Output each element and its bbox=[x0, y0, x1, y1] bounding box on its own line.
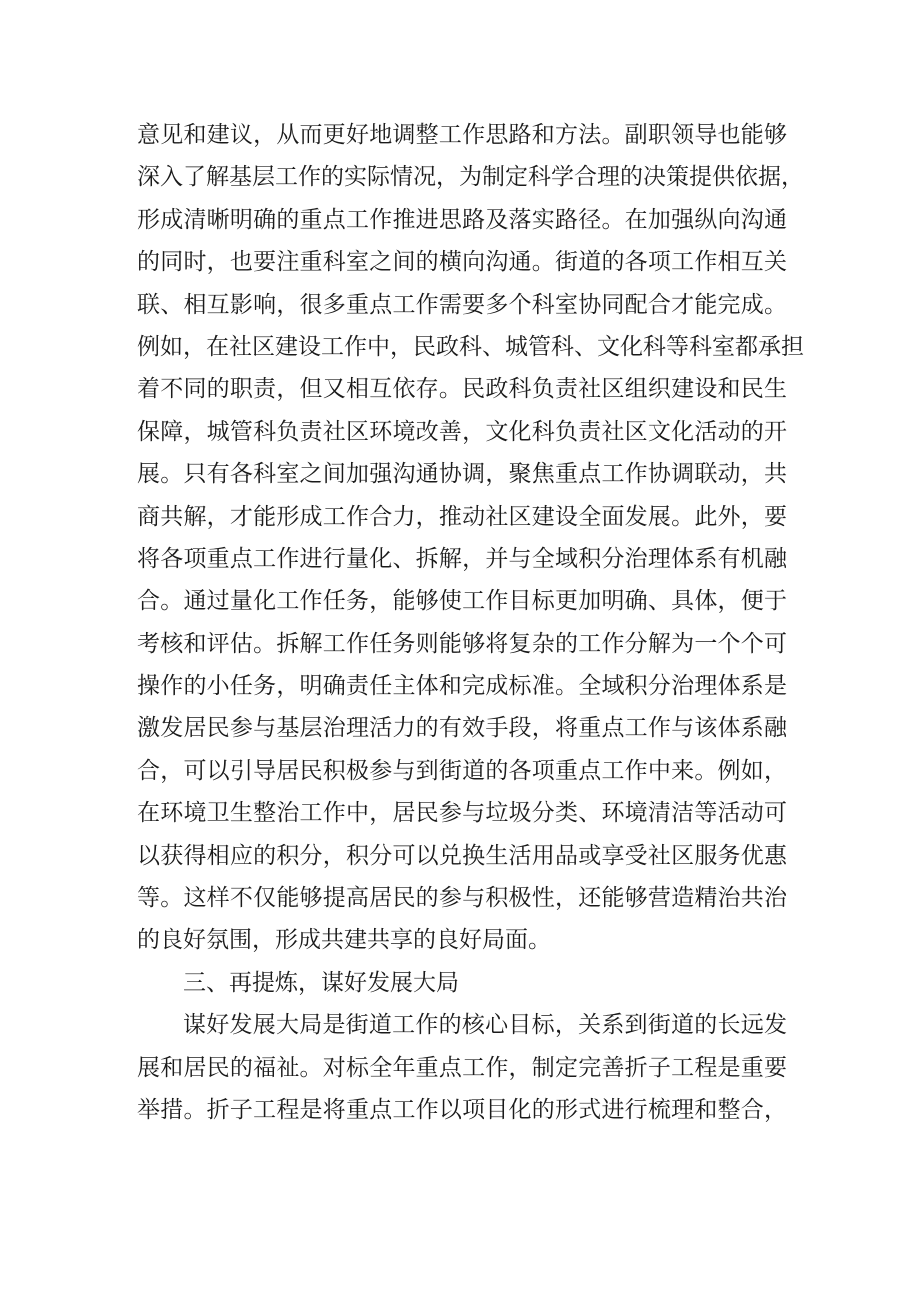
text-line: 形成清晰明确的重点工作推进思路及落实路径。在加强纵向沟通 bbox=[137, 206, 787, 233]
text-line: 合，可以引导居民积极参与到街道的各项重点工作中来。例如， bbox=[137, 757, 787, 784]
text-line: 保障，城管科负责社区环境改善，文化科负责社区文化活动的开 bbox=[137, 418, 787, 445]
document-body bbox=[137, 114, 804, 1131]
text-line: 在环境卫生整治工作中，居民参与垃圾分类、环境清洁等活动可 bbox=[137, 800, 787, 827]
text-line: 举措。折子工程是将重点工作以项目化的形式进行梳理和整合， bbox=[137, 1096, 787, 1123]
text-line: 的同时，也要注重科室之间的横向沟通。街道的各项工作相互关 bbox=[137, 249, 787, 276]
text-line: 意见和建议，从而更好地调整工作思路和方法。副职领导也能够 bbox=[137, 122, 787, 148]
text-line: 考核和评估。拆解工作任务则能够将复杂的工作分解为一个个可 bbox=[137, 630, 787, 657]
text-line: 将各项重点工作进行量化、拆解，并与全域积分治理体系有机融 bbox=[137, 545, 787, 572]
paragraph-1 bbox=[137, 114, 804, 962]
text-line: 联、相互影响，很多重点工作需要多个科室协同配合才能完成。 bbox=[137, 291, 787, 318]
text-line: 以获得相应的积分，积分可以兑换生活用品或享受社区服务优惠 bbox=[137, 842, 787, 869]
text-line: 操作的小任务，明确责任主体和完成标准。全域积分治理体系是 bbox=[137, 673, 787, 700]
text-line: 例如，在社区建设工作中，民政科、城管科、文化科等科室都承担 bbox=[137, 333, 804, 360]
section-heading: 三、再提炼，谋好发展大局 bbox=[183, 969, 459, 996]
text-line: 展和居民的福祉。对标全年重点工作，制定完善折子工程是重要 bbox=[137, 1054, 787, 1081]
text-line: 谋好发展大局是街道工作的核心目标，关系到街道的长远发 bbox=[183, 1012, 787, 1039]
text-line: 等。这样不仅能够提高居民的参与积极性，还能够营造精治共治 bbox=[137, 885, 787, 912]
text-line: 展。只有各科室之间加强沟通协调，聚焦重点工作协调联动，共 bbox=[137, 461, 787, 488]
text-line: 激发居民参与基层治理活力的有效手段，将重点工作与该体系融 bbox=[137, 715, 787, 742]
text-line: 着不同的职责，但又相互依存。民政科负责社区组织建设和民生 bbox=[137, 376, 787, 403]
text-line: 深入了解基层工作的实际情况，为制定科学合理的决策提供依据， bbox=[137, 164, 804, 191]
text-line: 的良好氛围，形成共建共享的良好局面。 bbox=[137, 927, 551, 954]
text-line: 合。通过量化工作任务，能够使工作目标更加明确、具体，便于 bbox=[137, 588, 787, 615]
text-line: 商共解，才能形成工作合力，推动社区建设全面发展。此外，要 bbox=[137, 503, 787, 530]
paragraph-2 bbox=[137, 1004, 787, 1131]
